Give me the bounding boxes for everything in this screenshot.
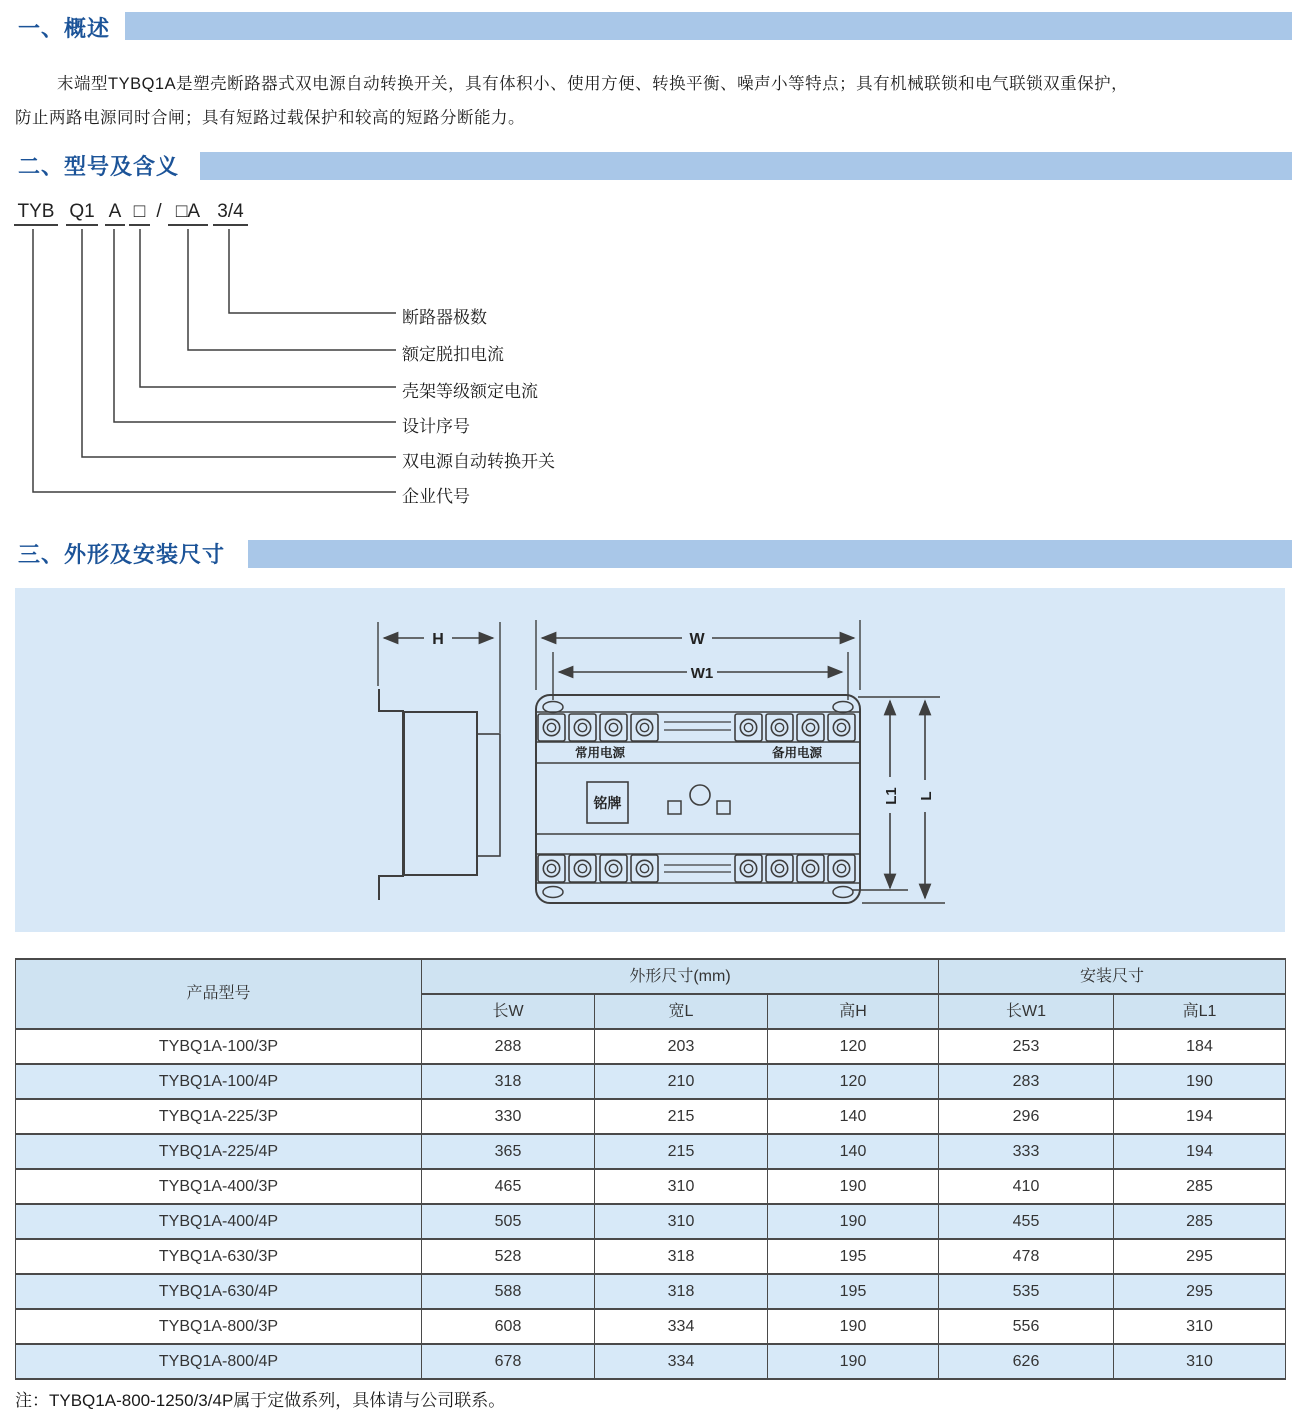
cell-h: 190 — [768, 1309, 939, 1344]
label-ats-switch: 双电源自动转换开关 — [402, 452, 555, 471]
cell-w1: 296 — [939, 1099, 1114, 1134]
section2-title-bar — [200, 152, 1292, 180]
cell-l: 334 — [595, 1309, 768, 1344]
cell-l1: 310 — [1114, 1344, 1286, 1379]
header-length-w1: 长W1 — [939, 994, 1114, 1029]
table-row — [16, 1344, 1286, 1379]
model-segment-poles: 3/4 — [213, 201, 248, 226]
cell-l: 310 — [595, 1169, 768, 1204]
cell-model: TYBQ1A-630/3P — [16, 1239, 422, 1274]
side-view — [378, 622, 500, 900]
cell-w1: 253 — [939, 1029, 1114, 1064]
cell-w: 588 — [422, 1274, 595, 1309]
header-length-w: 长W — [422, 994, 595, 1029]
cell-l1: 310 — [1114, 1309, 1286, 1344]
cell-w: 365 — [422, 1134, 595, 1169]
dim-l-label: L — [918, 791, 935, 801]
label-rated-trip-current: 额定脱扣电流 — [402, 345, 504, 364]
table-row — [16, 1169, 1286, 1204]
cell-l1: 285 — [1114, 1169, 1286, 1204]
cell-h: 120 — [768, 1029, 939, 1064]
model-segment-tyb: TYB — [14, 201, 58, 226]
cell-model: TYBQ1A-225/4P — [16, 1134, 422, 1169]
cell-l: 318 — [595, 1274, 768, 1309]
cell-w: 330 — [422, 1099, 595, 1134]
dim-w-label: W — [689, 631, 705, 648]
overview-paragraph-line1: 末端型TYBQ1A是塑壳断路器式双电源自动转换开关，具有体积小、使用方便、转换平衡、噪声小等特点；具有机械联锁和电气联锁双重保护， — [57, 75, 1129, 93]
overview-paragraph-line2: 防止两路电源同时合闸；具有短路过载保护和较高的短路分断能力。 — [15, 109, 525, 127]
cell-w: 288 — [422, 1029, 595, 1064]
dim-w1-label: W1 — [690, 665, 714, 682]
model-segment-a: A — [105, 201, 125, 226]
cell-model: TYBQ1A-800/4P — [16, 1344, 422, 1379]
normal-power-label: 常用电源 — [574, 746, 626, 760]
table-row — [16, 1064, 1286, 1099]
cell-l1: 194 — [1114, 1099, 1286, 1134]
table-row — [16, 1029, 1286, 1064]
header-outline-dims: 外形尺寸(mm) — [422, 959, 939, 994]
label-frame-rated-current: 壳架等级额定电流 — [402, 382, 538, 401]
cell-l: 334 — [595, 1344, 768, 1379]
cell-w1: 455 — [939, 1204, 1114, 1239]
cell-l: 215 — [595, 1099, 768, 1134]
cell-l: 215 — [595, 1134, 768, 1169]
cell-w: 465 — [422, 1169, 595, 1204]
backup-power-label: 备用电源 — [771, 746, 823, 760]
cell-model: TYBQ1A-630/4P — [16, 1274, 422, 1309]
cell-l: 203 — [595, 1029, 768, 1064]
dimension-table — [15, 958, 1286, 1380]
nameplate-label: 铭牌 — [593, 795, 622, 811]
cell-h: 120 — [768, 1064, 939, 1099]
cell-model: TYBQ1A-400/3P — [16, 1169, 422, 1204]
table-row — [16, 1099, 1286, 1134]
dim-l1-label: L1 — [883, 787, 900, 805]
table-row — [16, 1309, 1286, 1344]
cell-h: 190 — [768, 1169, 939, 1204]
cell-l1: 295 — [1114, 1239, 1286, 1274]
section2-title: 二、型号及含义 — [18, 154, 180, 179]
cell-w1: 478 — [939, 1239, 1114, 1274]
cell-w1: 535 — [939, 1274, 1114, 1309]
cell-h: 140 — [768, 1134, 939, 1169]
table-header-row-1 — [16, 959, 1286, 994]
section1-title-bar — [125, 12, 1292, 40]
dimension-drawing-panel — [15, 588, 1285, 932]
header-install-dims: 安装尺寸 — [939, 959, 1286, 994]
table-footnote: 注：TYBQ1A-800-1250/3/4P属于定做系列，具体请与公司联系。 — [15, 1391, 506, 1410]
model-segment-current: □A — [168, 201, 208, 226]
table-row — [16, 1274, 1286, 1309]
table-row — [16, 1239, 1286, 1274]
cell-w1: 283 — [939, 1064, 1114, 1099]
cell-w1: 556 — [939, 1309, 1114, 1344]
cell-l: 318 — [595, 1239, 768, 1274]
model-segment-q1: Q1 — [66, 201, 98, 226]
cell-l1: 295 — [1114, 1274, 1286, 1309]
cell-h: 190 — [768, 1204, 939, 1239]
front-view — [536, 620, 945, 903]
cell-w1: 333 — [939, 1134, 1114, 1169]
cell-model: TYBQ1A-100/4P — [16, 1064, 422, 1099]
cell-w: 505 — [422, 1204, 595, 1239]
cell-l1: 285 — [1114, 1204, 1286, 1239]
section1-title: 一、概述 — [18, 16, 111, 41]
label-company-code: 企业代号 — [402, 487, 470, 506]
cell-w: 528 — [422, 1239, 595, 1274]
label-breaker-poles: 断路器极数 — [402, 308, 487, 327]
cell-h: 195 — [768, 1274, 939, 1309]
cell-w1: 626 — [939, 1344, 1114, 1379]
cell-model: TYBQ1A-225/3P — [16, 1099, 422, 1134]
model-diagram-lines — [0, 195, 1300, 520]
model-meaning-diagram — [0, 195, 1300, 520]
cell-model: TYBQ1A-100/3P — [16, 1029, 422, 1064]
section3-title-bar — [248, 540, 1292, 568]
cell-h: 190 — [768, 1344, 939, 1379]
header-height-h: 高H — [768, 994, 939, 1029]
cell-w: 678 — [422, 1344, 595, 1379]
header-width-l: 宽L — [595, 994, 768, 1029]
cell-l1: 184 — [1114, 1029, 1286, 1064]
label-design-number: 设计序号 — [402, 417, 470, 436]
cell-w: 608 — [422, 1309, 595, 1344]
cell-model: TYBQ1A-800/3P — [16, 1309, 422, 1344]
cell-w1: 410 — [939, 1169, 1114, 1204]
cell-l1: 194 — [1114, 1134, 1286, 1169]
section3-title: 三、外形及安装尺寸 — [18, 542, 226, 567]
cell-h: 195 — [768, 1239, 939, 1274]
dimension-drawing — [15, 588, 1285, 932]
cell-h: 140 — [768, 1099, 939, 1134]
table-row — [16, 1134, 1286, 1169]
cell-l1: 190 — [1114, 1064, 1286, 1099]
table-row — [16, 1204, 1286, 1239]
model-segment-frame: □ — [129, 201, 150, 226]
model-segment-slash: / — [156, 201, 162, 222]
cell-w: 318 — [422, 1064, 595, 1099]
dim-h-label: H — [432, 631, 444, 648]
cell-model: TYBQ1A-400/4P — [16, 1204, 422, 1239]
header-height-l1: 高L1 — [1114, 994, 1286, 1029]
header-product-model: 产品型号 — [16, 959, 422, 1029]
cell-l: 210 — [595, 1064, 768, 1099]
cell-l: 310 — [595, 1204, 768, 1239]
